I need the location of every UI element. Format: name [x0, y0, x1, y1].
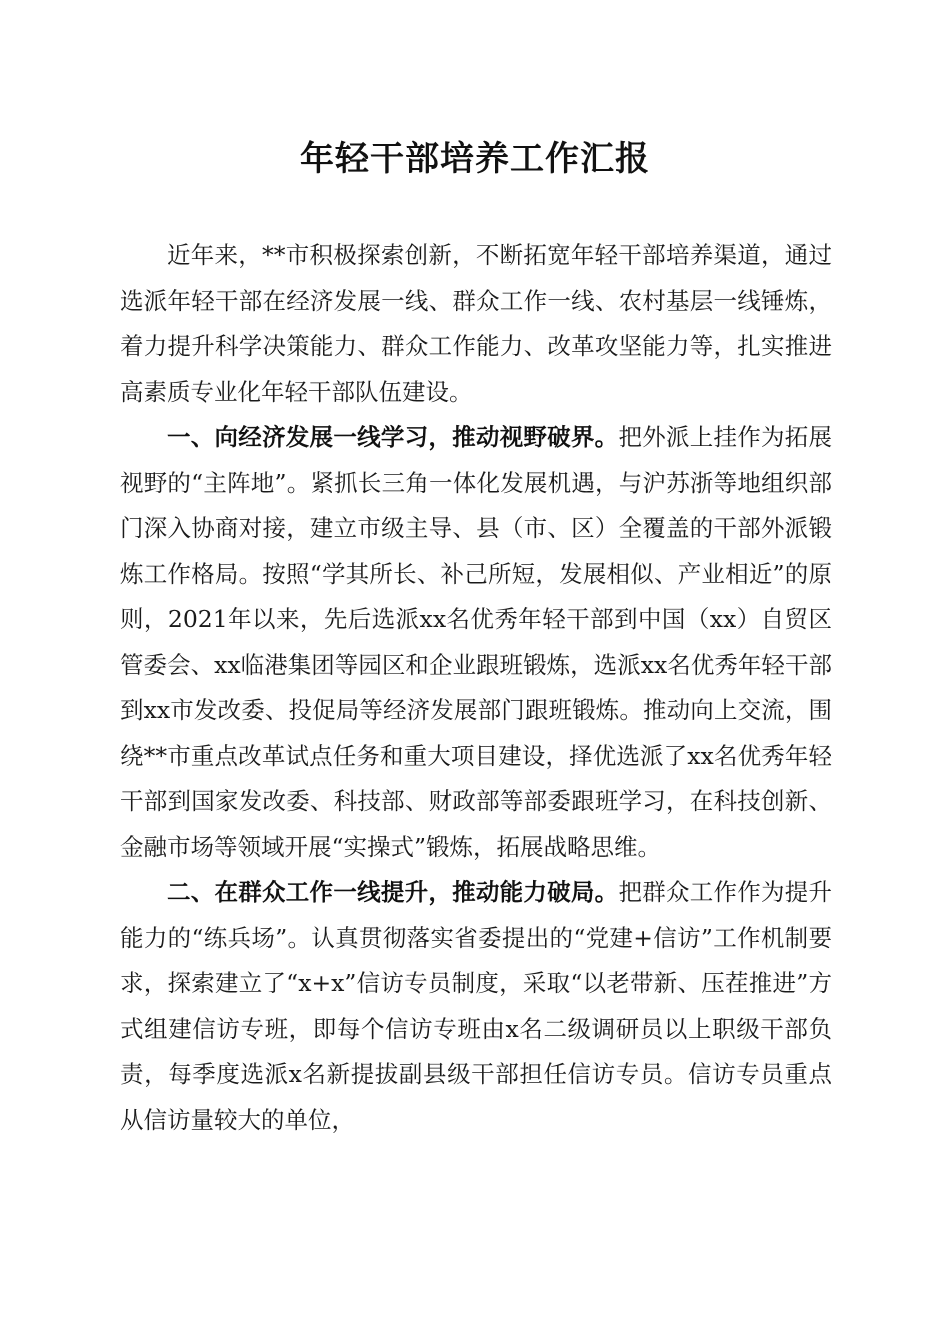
paragraph-text: 把群众工作作为提升能力的“练兵场”。认真贯彻落实省委提出的“党建+信访”工作机制要求，探索建立了“x+x”信访专员制度，采取“以老带新、压茬推进”方式组建信访专班，即每个信访专班由x名二级调研员以上职级干部负责，每季度选派x名新提拔副县级干部担任信访专员。信访专员重点从信访量较大的单位， — [120, 878, 833, 1134]
section-2-heading: 二、在群众工作一线提升，推动能力破局。 — [167, 878, 619, 906]
document-title: 年轻干部培养工作汇报 — [300, 139, 650, 179]
section-1-paragraph — [120, 415, 832, 870]
paragraph-text: 近年来，**市积极探索创新，不断拓宽年轻干部培养渠道，通过选派年轻干部在经济发展一线、群众工作一线、农村基层一线锤炼，着力提升科学决策能力、群众工作能力、改革攻坚能力等，扎实推进高素质专业化年轻干部队伍建设。 — [120, 241, 832, 406]
intro-paragraph — [120, 233, 832, 415]
section-2-paragraph — [120, 870, 832, 1143]
document-body — [120, 233, 832, 1143]
section-1-heading: 一、向经济发展一线学习，推动视野破界。 — [167, 423, 619, 451]
paragraph-text: 把外派上挂作为拓展视野的“主阵地”。紧抓长三角一体化发展机遇，与沪苏浙等地组织部门深入协商对接，建立市级主导、县（市、区）全覆盖的干部外派锻炼工作格局。按照“学其所长、补己所短，发展相似、产业相近”的原则，2021年以来，先后选派xx名优秀年轻干部到中国（xx）自贸区管委会、xx临港集团等园区和企业跟班锻炼，选派xx名优秀年轻干部到xx市发改委、投促局等经济发展部门跟班锻炼。推动向上交流，围绕**市重点改革试点任务和重大项目建设，择优选派了xx名优秀年轻干部到国家发改委、科技部、财政部等部委跟班学习，在科技创新、金融市场等领域开展“实操式”锻炼，拓展战略思维。 — [120, 423, 833, 861]
